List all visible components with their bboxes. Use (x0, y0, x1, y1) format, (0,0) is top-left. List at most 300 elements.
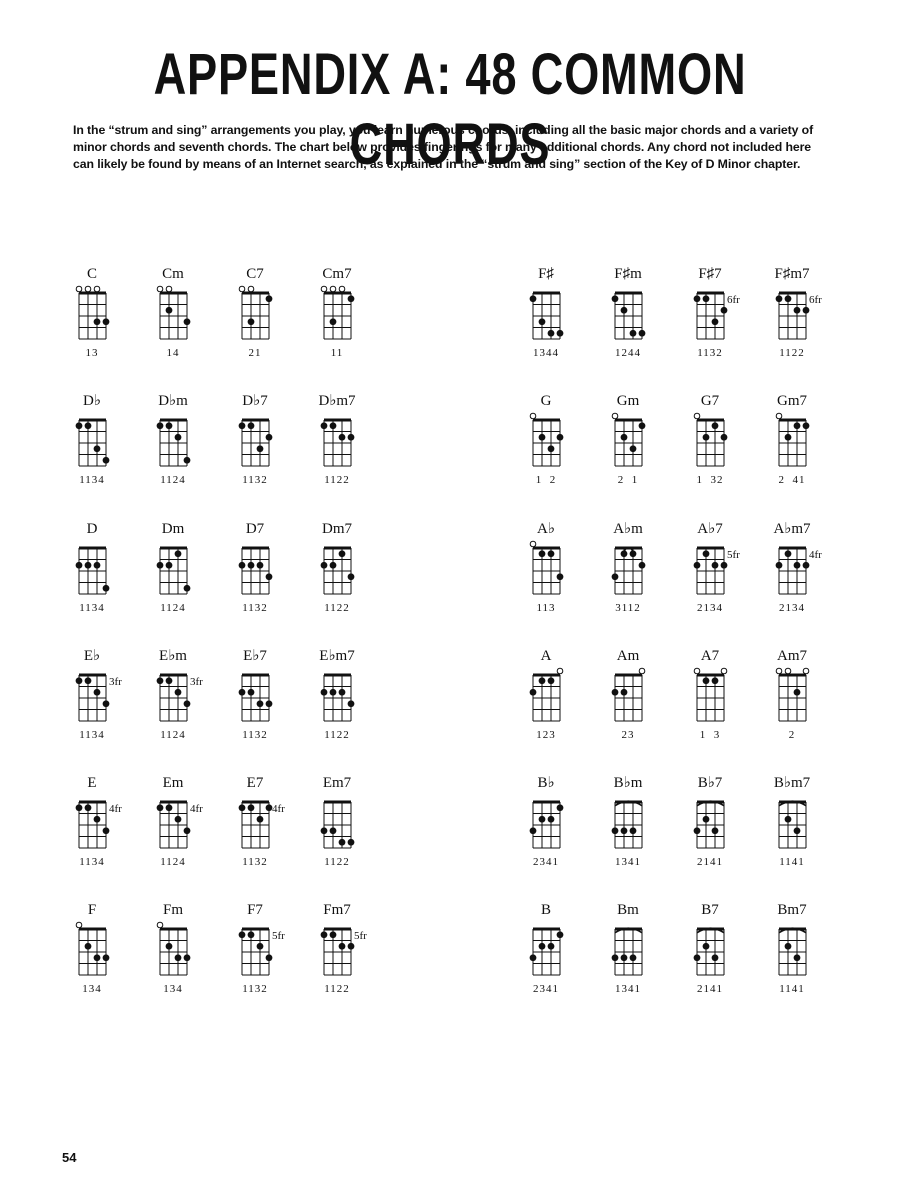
fretboard-grid (133, 919, 213, 981)
open-string-mark (85, 286, 91, 292)
finger-dot (630, 445, 637, 452)
chord-name: D♭m7 (318, 393, 356, 409)
finger-dot (703, 943, 710, 950)
chord-name: Em7 (322, 775, 352, 791)
finger-dot (612, 573, 619, 580)
chord-name: E♭m (159, 648, 187, 664)
chord-fingering: 21 (248, 347, 262, 359)
open-string-mark (94, 286, 100, 292)
chord-diagram-11 (215, 392, 295, 502)
finger-dot (621, 827, 628, 834)
finger-dot (721, 562, 728, 569)
chord-fingering: 2134 (697, 602, 723, 614)
finger-dot (321, 931, 328, 938)
finger-dot (348, 434, 355, 441)
finger-dot (794, 307, 801, 314)
chord-diagram-48 (752, 901, 832, 1011)
chord-diagram-5 (506, 265, 586, 375)
open-string-mark (785, 668, 791, 674)
finger-dot (166, 943, 173, 950)
fretboard-grid (506, 538, 586, 600)
finger-dot (530, 295, 537, 302)
chord-fingering: 2134 (779, 602, 805, 614)
fretboard-grid (215, 283, 295, 345)
finger-dot (639, 422, 646, 429)
chord-fingering: 1 2 (535, 474, 557, 486)
finger-dot (94, 562, 101, 569)
finger-dot (548, 445, 555, 452)
chord-fingering: 1122 (324, 856, 350, 868)
chord-fingering: 2 41 (778, 474, 806, 486)
finger-dot (348, 573, 355, 580)
finger-dot (530, 689, 537, 696)
finger-dot (794, 562, 801, 569)
finger-dot (330, 422, 337, 429)
finger-dot (694, 827, 701, 834)
finger-dot (76, 562, 83, 569)
fretboard-grid (670, 919, 750, 981)
chord-fingering: 134 (163, 983, 183, 995)
finger-dot (785, 550, 792, 557)
finger-dot (339, 550, 346, 557)
finger-dot (85, 677, 92, 684)
finger-dot (539, 434, 546, 441)
chord-fingering: 1141 (779, 856, 805, 868)
chord-name: Cm (162, 266, 184, 282)
open-string-mark (721, 668, 727, 674)
finger-dot (266, 700, 273, 707)
chord-fingering: 1124 (160, 856, 186, 868)
finger-dot (184, 318, 191, 325)
chord-diagram-29 (506, 647, 586, 757)
fret-position-label: 6fr (727, 294, 740, 306)
chord-diagram-13 (506, 392, 586, 502)
finger-dot (712, 562, 719, 569)
fretboard-grid (215, 919, 295, 981)
finger-dot (530, 954, 537, 961)
open-string-mark (157, 286, 163, 292)
fretboard-grid (215, 410, 295, 472)
chord-name: Bm7 (777, 902, 807, 918)
chord-fingering: 23 (621, 729, 635, 741)
fretboard-grid (52, 792, 132, 854)
open-string-mark (694, 668, 700, 674)
finger-dot (266, 573, 273, 580)
fretboard-grid (752, 538, 832, 600)
open-string-mark (157, 922, 163, 928)
open-string-mark (330, 286, 336, 292)
fretboard-grid (52, 538, 132, 600)
finger-dot (103, 700, 110, 707)
finger-dot (175, 816, 182, 823)
finger-dot (557, 434, 564, 441)
chord-diagram-6 (588, 265, 668, 375)
finger-dot (76, 804, 83, 811)
chord-name: Dm (161, 521, 185, 537)
fretboard-grid (133, 792, 213, 854)
chord-fingering: 1344 (533, 347, 559, 359)
finger-dot (621, 954, 628, 961)
finger-dot (94, 816, 101, 823)
open-string-mark (248, 286, 254, 292)
chord-diagram-31 (670, 647, 750, 757)
finger-dot (248, 689, 255, 696)
chord-name: Gm7 (777, 393, 807, 409)
fretboard-grid (297, 538, 377, 600)
finger-dot (166, 677, 173, 684)
fretboard-grid (215, 665, 295, 727)
finger-dot (712, 827, 719, 834)
fret-position-label: 4fr (190, 803, 203, 815)
fretboard-grid (670, 538, 750, 600)
chord-name: B♭7 (697, 775, 723, 791)
chord-fingering: 2 1 (617, 474, 639, 486)
finger-dot (266, 434, 273, 441)
chord-fingering: 1124 (160, 729, 186, 741)
finger-dot (703, 550, 710, 557)
finger-dot (76, 422, 83, 429)
chord-name: F♯ (538, 266, 554, 282)
finger-dot (94, 689, 101, 696)
chord-name: A7 (700, 648, 720, 664)
chord-name: Am7 (777, 648, 807, 664)
finger-dot (639, 562, 646, 569)
finger-dot (348, 295, 355, 302)
fretboard-grid (52, 410, 132, 472)
chord-fingering: 1122 (779, 347, 805, 359)
chord-name: Fm (162, 902, 183, 918)
open-string-mark (694, 413, 700, 419)
fretboard-grid (52, 919, 132, 981)
finger-dot (703, 434, 710, 441)
finger-dot (184, 700, 191, 707)
finger-dot (248, 931, 255, 938)
chord-name: D♭m (158, 393, 188, 409)
finger-dot (157, 677, 164, 684)
chord-name: D♭ (83, 393, 101, 409)
chord-name: B♭ (537, 775, 555, 791)
chord-fingering: 2341 (533, 983, 559, 995)
chord-fingering: 1132 (242, 729, 268, 741)
fretboard-grid (588, 919, 668, 981)
chord-fingering: 134 (82, 983, 102, 995)
fretboard-grid (752, 665, 832, 727)
finger-dot (557, 573, 564, 580)
chord-fingering: 1132 (242, 602, 268, 614)
chord-fingering: 113 (536, 602, 556, 614)
chord-name: Em (162, 775, 184, 791)
finger-dot (348, 839, 355, 846)
finger-dot (175, 954, 182, 961)
chord-fingering: 1 32 (696, 474, 724, 486)
finger-dot (712, 954, 719, 961)
chord-name: Am (616, 648, 640, 664)
finger-dot (94, 954, 101, 961)
finger-dot (803, 307, 810, 314)
finger-dot (166, 562, 173, 569)
chord-fingering: 1122 (324, 729, 350, 741)
finger-dot (85, 562, 92, 569)
finger-dot (321, 562, 328, 569)
chord-fingering: 1 3 (699, 729, 721, 741)
fretboard-grid (670, 792, 750, 854)
fretboard-grid (133, 538, 213, 600)
chord-name: B (540, 902, 551, 918)
finger-dot (539, 816, 546, 823)
finger-dot (612, 295, 619, 302)
fretboard-grid (297, 410, 377, 472)
fret-position-label: 4fr (109, 803, 122, 815)
finger-dot (703, 816, 710, 823)
finger-dot (630, 550, 637, 557)
page-number: 54 (62, 1150, 77, 1165)
chord-name: A (540, 648, 552, 664)
chord-name: E7 (246, 775, 264, 791)
finger-dot (166, 307, 173, 314)
finger-dot (103, 585, 110, 592)
finger-dot (803, 422, 810, 429)
chord-fingering: 2141 (697, 856, 723, 868)
finger-dot (694, 295, 701, 302)
chord-diagram-30 (588, 647, 668, 757)
chord-name: Fm7 (323, 902, 351, 918)
finger-dot (630, 330, 637, 337)
finger-dot (803, 562, 810, 569)
finger-dot (548, 550, 555, 557)
fretboard-grid (506, 665, 586, 727)
finger-dot (257, 816, 264, 823)
finger-dot (712, 422, 719, 429)
finger-dot (548, 943, 555, 950)
chord-diagram-1 (52, 265, 132, 375)
chord-diagram-25 (52, 647, 132, 757)
chord-name: B♭m7 (773, 775, 811, 791)
fretboard-grid (588, 792, 668, 854)
chord-diagram-2 (133, 265, 213, 375)
chord-fingering: 14 (166, 347, 180, 359)
finger-dot (330, 931, 337, 938)
finger-dot (348, 700, 355, 707)
finger-dot (157, 804, 164, 811)
chord-name: F♯m (614, 266, 642, 282)
fretboard-grid (752, 410, 832, 472)
finger-dot (248, 318, 255, 325)
finger-dot (184, 954, 191, 961)
finger-dot (785, 816, 792, 823)
chord-name: E♭7 (243, 648, 267, 664)
fretboard-grid (297, 665, 377, 727)
chord-diagram-27 (215, 647, 295, 757)
chord-name: D♭7 (242, 393, 268, 409)
finger-dot (184, 457, 191, 464)
fret-position-label: 4fr (809, 549, 822, 561)
finger-dot (266, 954, 273, 961)
chord-name: Cm7 (322, 266, 352, 282)
chord-name: C7 (246, 266, 264, 282)
finger-dot (248, 422, 255, 429)
fret-position-label: 5fr (354, 930, 367, 942)
fretboard-grid (297, 283, 377, 345)
chord-fingering: 1244 (615, 347, 641, 359)
chord-name: E♭ (83, 648, 101, 664)
fretboard-grid (588, 665, 668, 727)
finger-dot (330, 689, 337, 696)
chord-diagram-44 (297, 901, 377, 1011)
chord-fingering: 1341 (615, 983, 641, 995)
chord-diagram-7 (670, 265, 750, 375)
chord-name: A♭m (613, 521, 643, 537)
fret-position-label: 3fr (190, 676, 203, 688)
finger-dot (557, 804, 564, 811)
finger-dot (76, 677, 83, 684)
open-string-mark (76, 286, 82, 292)
finger-dot (330, 827, 337, 834)
chord-fingering: 11 (330, 347, 344, 359)
chord-diagram-36 (297, 774, 377, 884)
chord-diagram-41 (52, 901, 132, 1011)
finger-dot (94, 318, 101, 325)
chord-name: D7 (245, 521, 265, 537)
open-string-mark (776, 668, 782, 674)
finger-dot (257, 943, 264, 950)
chord-fingering: 3112 (615, 602, 641, 614)
finger-dot (721, 434, 728, 441)
chord-name: G7 (700, 393, 720, 409)
chord-fingering: 123 (536, 729, 556, 741)
chord-name: F (87, 902, 97, 918)
chord-diagram-4 (297, 265, 377, 375)
finger-dot (103, 457, 110, 464)
open-string-mark (557, 668, 563, 674)
open-string-mark (530, 541, 536, 547)
fretboard-grid (52, 665, 132, 727)
chord-name: Gm (616, 393, 640, 409)
finger-dot (330, 318, 337, 325)
chord-diagram-34 (133, 774, 213, 884)
chord-diagram-19 (215, 520, 295, 630)
finger-dot (339, 943, 346, 950)
chord-diagram-14 (588, 392, 668, 502)
finger-dot (612, 827, 619, 834)
fretboard-grid (506, 283, 586, 345)
finger-dot (612, 689, 619, 696)
finger-dot (557, 931, 564, 938)
finger-dot (184, 827, 191, 834)
open-string-mark (76, 922, 82, 928)
finger-dot (703, 295, 710, 302)
chord-fingering: 1341 (615, 856, 641, 868)
chord-fingering: 1134 (79, 856, 105, 868)
fretboard-grid (133, 410, 213, 472)
chord-diagram-18 (133, 520, 213, 630)
chord-fingering: 2 (788, 729, 796, 741)
finger-dot (157, 562, 164, 569)
finger-dot (103, 827, 110, 834)
finger-dot (266, 295, 273, 302)
fretboard-grid (752, 283, 832, 345)
chord-diagram-3 (215, 265, 295, 375)
finger-dot (239, 562, 246, 569)
chord-name: D (86, 521, 98, 537)
finger-dot (539, 677, 546, 684)
chord-diagram-23 (670, 520, 750, 630)
finger-dot (785, 434, 792, 441)
chord-name: Bm (617, 902, 639, 918)
chord-fingering: 1132 (242, 474, 268, 486)
fretboard-grid (52, 283, 132, 345)
finger-dot (621, 434, 628, 441)
finger-dot (530, 827, 537, 834)
chord-fingering: 1124 (160, 602, 186, 614)
open-string-mark (239, 286, 245, 292)
fret-position-label: 5fr (272, 930, 285, 942)
chord-diagram-17 (52, 520, 132, 630)
finger-dot (339, 434, 346, 441)
chord-diagram-33 (52, 774, 132, 884)
chord-diagram-38 (588, 774, 668, 884)
finger-dot (166, 804, 173, 811)
finger-dot (239, 689, 246, 696)
open-string-mark (776, 413, 782, 419)
fretboard-grid (670, 283, 750, 345)
chord-name: Dm7 (322, 521, 352, 537)
finger-dot (339, 689, 346, 696)
chord-diagram-32 (752, 647, 832, 757)
finger-dot (539, 318, 546, 325)
finger-dot (785, 295, 792, 302)
finger-dot (175, 434, 182, 441)
finger-dot (794, 422, 801, 429)
finger-dot (85, 943, 92, 950)
finger-dot (621, 550, 628, 557)
finger-dot (321, 827, 328, 834)
fret-position-label: 5fr (727, 549, 740, 561)
chord-fingering: 1132 (242, 856, 268, 868)
finger-dot (557, 330, 564, 337)
finger-dot (694, 954, 701, 961)
fret-position-label: 6fr (809, 294, 822, 306)
fretboard-grid (215, 538, 295, 600)
finger-dot (175, 689, 182, 696)
chord-name: F♯m7 (774, 266, 810, 282)
finger-dot (103, 954, 110, 961)
open-string-mark (321, 286, 327, 292)
fretboard-grid (133, 283, 213, 345)
chord-diagram-28 (297, 647, 377, 757)
finger-dot (612, 954, 619, 961)
finger-dot (85, 804, 92, 811)
fretboard-grid (215, 792, 295, 854)
finger-dot (248, 804, 255, 811)
chord-fingering: 1122 (324, 602, 350, 614)
chord-diagram-46 (588, 901, 668, 1011)
page-title: APPENDIX A: 48 COMMON CHORDS (153, 42, 747, 177)
chord-diagram-8 (752, 265, 832, 375)
chord-name: E♭m7 (319, 648, 355, 664)
finger-dot (85, 422, 92, 429)
chord-diagram-45 (506, 901, 586, 1011)
chord-diagram-24 (752, 520, 832, 630)
chord-diagram-43 (215, 901, 295, 1011)
fret-position-label: 4fr (272, 803, 285, 815)
fretboard-grid (588, 538, 668, 600)
finger-dot (539, 943, 546, 950)
chord-name: G (540, 393, 552, 409)
chord-diagram-12 (297, 392, 377, 502)
chord-name: C (86, 266, 97, 282)
fretboard-grid (752, 792, 832, 854)
chord-diagram-21 (506, 520, 586, 630)
